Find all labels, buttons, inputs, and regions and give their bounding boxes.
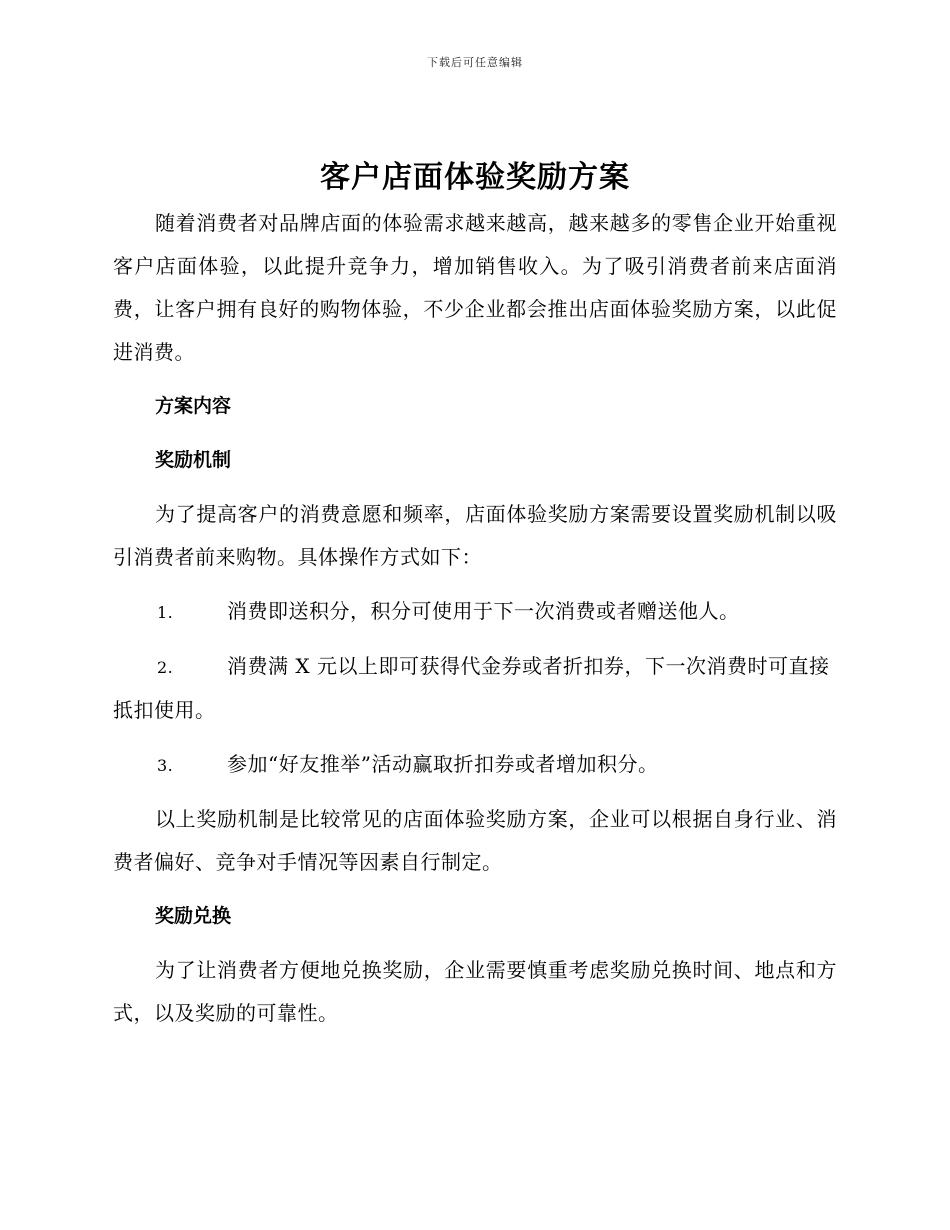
mechanism-intro-paragraph: 为了提高客户的消费意愿和频率，店面体验奖励方案需要设置奖励机制以吸引消费者前来购物。具体操作方式如下： — [113, 502, 837, 569]
redeem-paragraph: 为了让消费者方便地兑换奖励，企业需要慎重考虑奖励兑换时间、地点和方式，以及奖励的可靠性。 — [113, 958, 837, 1025]
list-item-number: 1. — [157, 603, 174, 622]
list-item — [113, 590, 837, 634]
list-item-text: 消费满 X 元以上即可获得代金券或者折扣券，下一次消费时可直接抵扣使用。 — [113, 654, 830, 722]
header-note: 下载后可任意编辑 — [427, 56, 523, 69]
section-heading-mechanism: 奖励机制 — [155, 449, 232, 471]
document-body — [113, 202, 837, 1035]
intro-paragraph: 随着消费者对品牌店面的体验需求越来越高，越来越多的零售企业开始重视客户店面体验，以此提升竞争力，增加销售收入。为了吸引消费者前来店面消费，让客户拥有良好的购物体验，不少企业都会推出店面体验奖励方案，以此促进消费。 — [113, 211, 837, 364]
section-heading-plan: 方案内容 — [155, 395, 232, 417]
list-item-text: 消费即送积分，积分可使用于下一次消费或者赠送他人。 — [227, 599, 740, 623]
list-item — [113, 645, 837, 732]
list-item-number: 2. — [157, 658, 174, 677]
list-item-number: 3. — [157, 756, 174, 775]
list-item — [113, 743, 837, 787]
document-title: 客户店面体验奖励方案 — [320, 160, 630, 195]
section-heading-redeem: 奖励兑换 — [155, 905, 232, 927]
mechanism-summary-paragraph: 以上奖励机制是比较常见的店面体验奖励方案，企业可以根据自身行业、消费者偏好、竞争对手情况等因素自行制定。 — [113, 807, 837, 874]
list-item-text: 参加“好友推举”活动赢取折扣券或者增加积分。 — [227, 752, 659, 776]
